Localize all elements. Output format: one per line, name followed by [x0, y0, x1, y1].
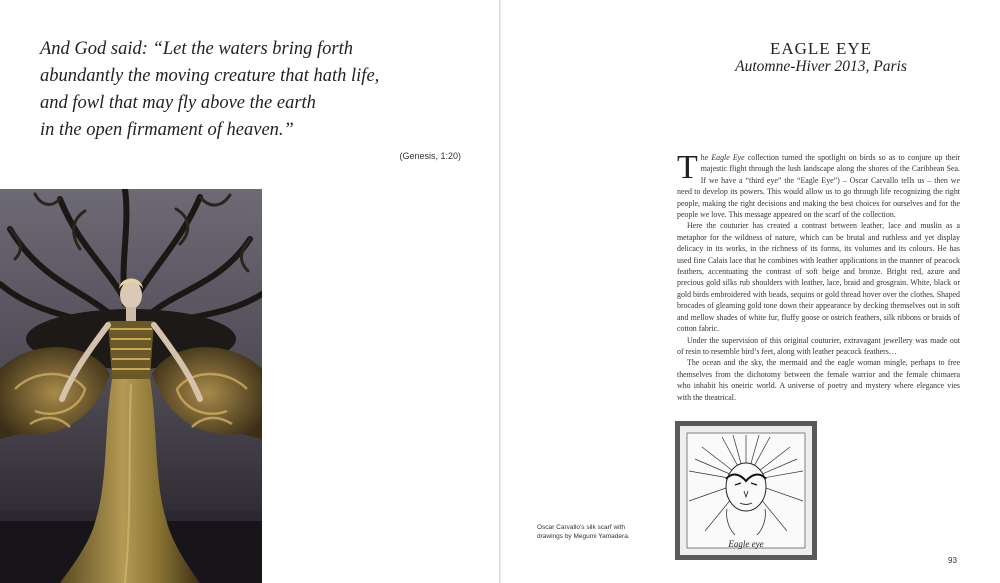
genesis-quote	[40, 36, 480, 144]
paragraph-1-lead: he	[700, 153, 712, 162]
paragraph-2: Here the couturier has created a contrast between leather, lace and muslin as a metaphor for the wildness of nature, which can be brutal and ruthless and yet display delicacy in its works, in the richness of its forms, its volumes and its colours. He has used fine Calais lace that he combines with leather applications in the manner of peacock feathers, accentuating the contrast of soft beige and bronze. Bright red, azure and precious gold silks rub shoulders with leather, lace, braid and grosgrain. White, black or gold birds embroidered with beads, sequins or gold thread hover over the clothes. Shaped brocades of gleaming gold tone down their appearance by decking themselves out in soft and mellow shades of white fur, fluffy goose or ostrich feathers, silk ribbons or braids of cotton fabric.	[677, 221, 960, 334]
page-number: 93	[948, 556, 957, 565]
collection-name-italic: Eagle Eye	[711, 153, 745, 162]
article-body	[677, 149, 960, 403]
quote-citation: (Genesis, 1:20)	[399, 151, 461, 161]
right-page	[501, 0, 1000, 583]
collection-subtitle: Automne-Hiver 2013, Paris	[735, 58, 907, 75]
quote-line: And God said: “Let the waters bring forth	[40, 39, 353, 59]
quote-line: abundantly the moving creature that hath life,	[40, 66, 380, 86]
paragraph-1-text: collection turned the spotlight on birds so as to conjure up their majestic flight through the lush landscape along the shores of the Caribbean Sea. If we have a “third eye” the “Eagle Eye”) – Oscar Carvallo tells us – then we need to develop its powers. This would allow us to go through life recognizing the right people, making the right decisions and making the best choices for ourselves and for the people we love. This message appeared on the scarf of the collection.	[677, 153, 960, 220]
paragraph-1	[677, 149, 960, 220]
quote-line: and fowl that may fly above the earth	[40, 93, 316, 113]
scarf-caption: Oscar Carvallo’s silk scarf with drawings by Megumi Yamadera.	[537, 524, 630, 540]
fashion-photo	[0, 189, 262, 583]
paragraph-3: Under the supervision of this original couturier, extravagant jewellery was made out of resin to resemble bird’s feet, along with leather peacock feathers…	[677, 335, 960, 356]
paragraph-4: The ocean and the sky, the mermaid and the eagle woman mingle, perhaps to free themselves from the dichotomy between the female warrior and the female chimaera who inhabit his oneiric world. A universe of poetry and mystery where elegance vies with the theatrical.	[677, 358, 960, 402]
quote-line: in the open firmament of heaven.”	[40, 120, 294, 140]
scarf-image	[675, 421, 817, 560]
collection-title: EAGLE EYE	[769, 39, 872, 58]
left-page	[0, 0, 499, 583]
drop-cap: T	[677, 149, 698, 186]
scarf-text: Eagle eye	[728, 539, 764, 549]
